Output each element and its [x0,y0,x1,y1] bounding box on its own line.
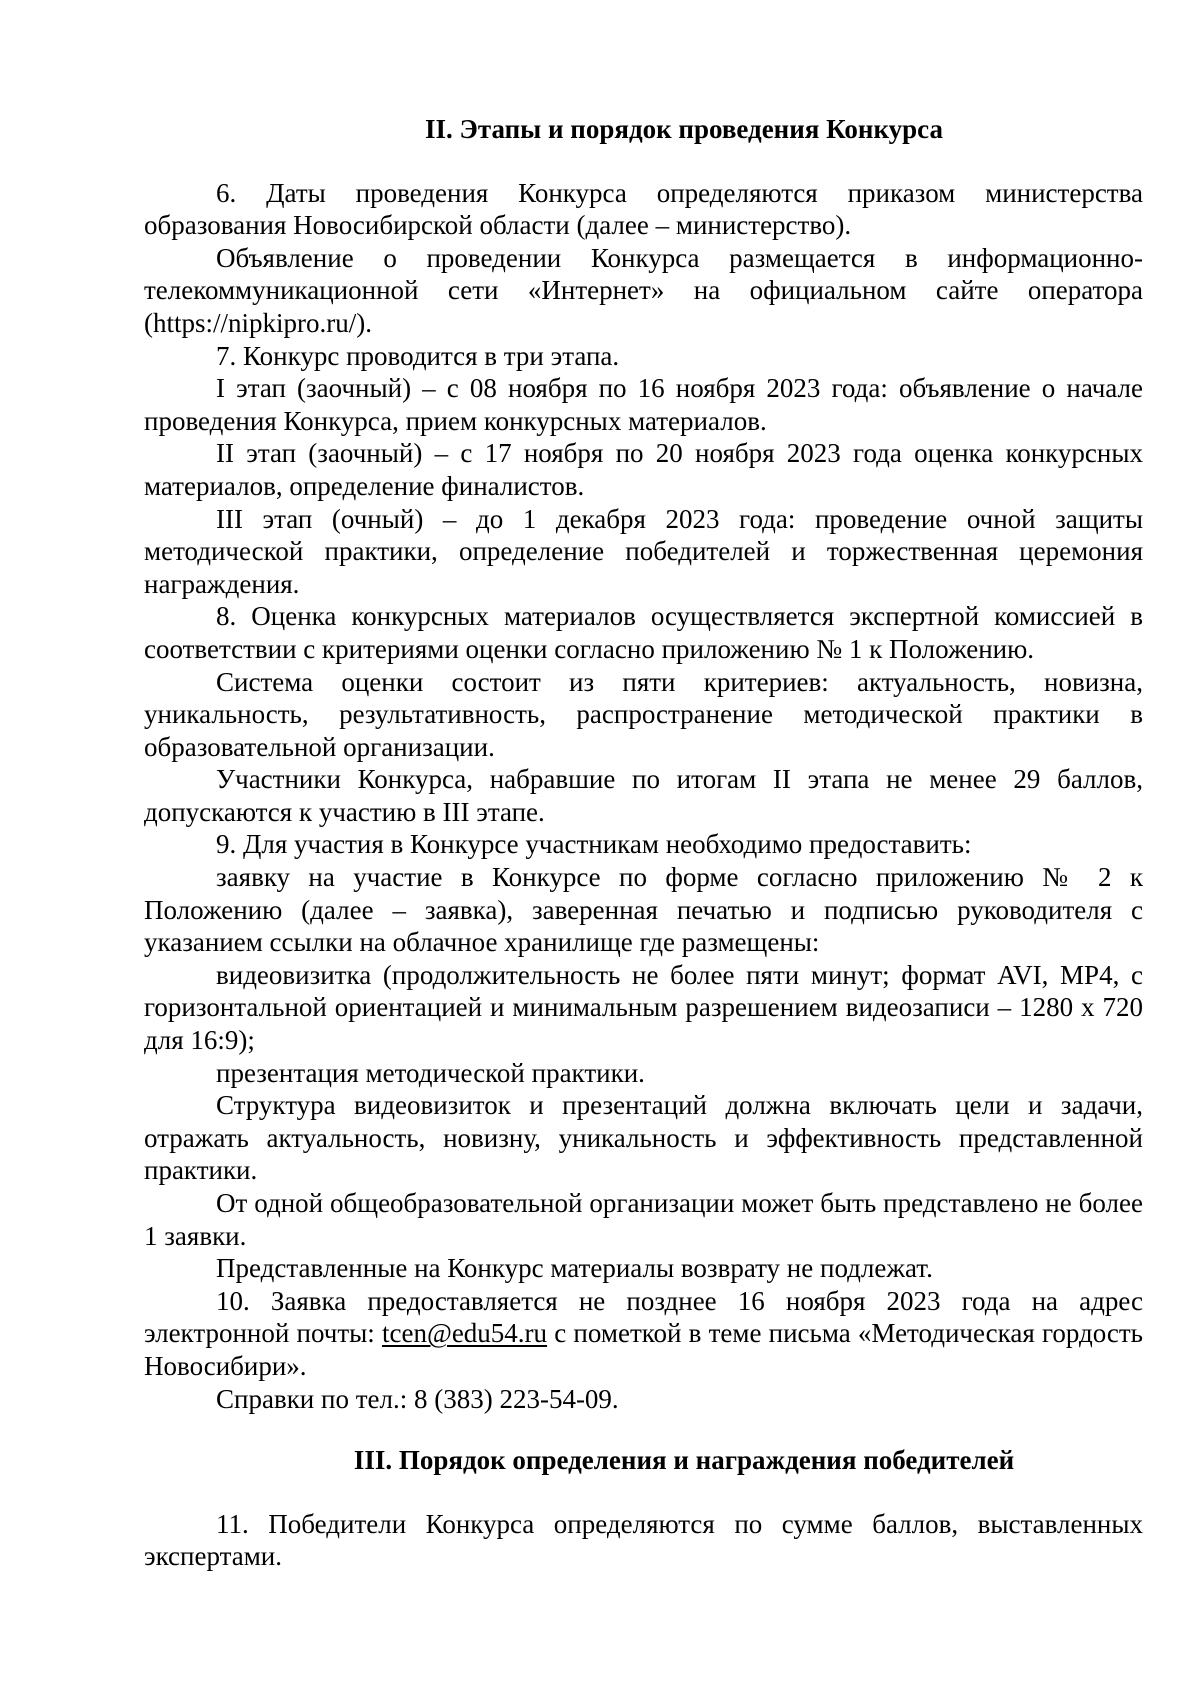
paragraph-9-video: видеовизитка (продолжительность не более пяти минут; формат AVI, MP4, с горизонтальной ориентацией и минимальным разрешением видеозаписи – 1280 х 720 для 16:9); [144,959,1143,1056]
paragraph-8-threshold: Участники Конкурса, набравшие по итогам II этапа не менее 29 баллов, допускаются к участию в III этапе. [144,764,1143,827]
paragraph-7-stage-2: II этап (заочный) – с 17 ноября по 20 ноября 2023 года оценка конкурсных материалов, определение финалистов. [144,438,1143,501]
paragraph-10-after: с пометкой в теме письма «Методическая гордость Новосибири». [144,1318,1143,1381]
paragraph-11: 11. Победители Конкурса определяются по сумме баллов, выставленных экспертами. [144,1508,1143,1572]
paragraph-9-structure: Структура видеовизиток и презентаций должна включать цели и задачи, отражать актуальность, новизну, уникальность и эффективность представленной практики. [144,1090,1143,1186]
paragraph-8-criteria: Система оценки состоит из пяти критериев: актуальность, новизна, уникальность, результативность, распространение методической практики в образовательной организации. [144,666,1143,762]
email-link[interactable]: tcen@edu54.ru [381,1318,548,1349]
paragraph-9-application: заявку на участие в Конкурсе по форме согласно приложению № 2 к Положению (далее – заявка), заверенная печатью и подписью руководителя с указанием ссылки на облачное хранилище где размещены: [144,862,1143,958]
paragraph-7: 7. Конкурс проводится в три этапа. [216,340,620,371]
paragraph-10-before: 10. Заявка предоставляется не позднее 16 ноября 2023 года на адрес электронной почты: [144,1285,1143,1349]
phone-info: Справки по тел.: 8 (383) 223-54-09. [216,1383,619,1414]
paragraph-9: 9. Для участия в Конкурсе участникам необходимо предоставить: [216,829,972,860]
section-2-title: II. Этапы и порядок проведения Конкурса [425,114,943,144]
paragraph-7-stage-3: III этап (очный) – до 1 декабря 2023 года: проведение очной защиты методической практики, определение победителей и торжественная церемония награждения. [144,503,1143,599]
document-content [144,113,1143,1573]
paragraph-10 [144,1285,1143,1383]
paragraph-6: 6. Даты проведения Конкурса определяются приказом министерства образования Новосибирской области (далее – министерство). [144,177,1143,241]
paragraph-9-limit: От одной общеобразовательной организации может быть представлено не более 1 заявки. [144,1188,1143,1251]
paragraph-6-announcement: Объявление о проведении Конкурса размещается в информационно-телекоммуникационной сети «Интернет» на официальном сайте оператора (https://nipkipro.ru/). [144,242,1143,338]
paragraph-9-no-return: Представленные на Конкурс материалы возврату не подлежат. [216,1253,933,1284]
paragraph-8: 8. Оценка конкурсных материалов осуществляется экспертной комиссией в соответствии с критериями оценки согласно приложению № 1 к Положению. [144,601,1143,664]
paragraph-7-stage-1: I этап (заочный) – с 08 ноября по 16 ноября 2023 года: объявление о начале проведения Конкурса, прием конкурсных материалов. [144,373,1143,436]
section-3-title: III. Порядок определения и награждения победителей [353,1445,1015,1476]
paragraph-9-presentation: презентация методической практики. [216,1057,645,1088]
